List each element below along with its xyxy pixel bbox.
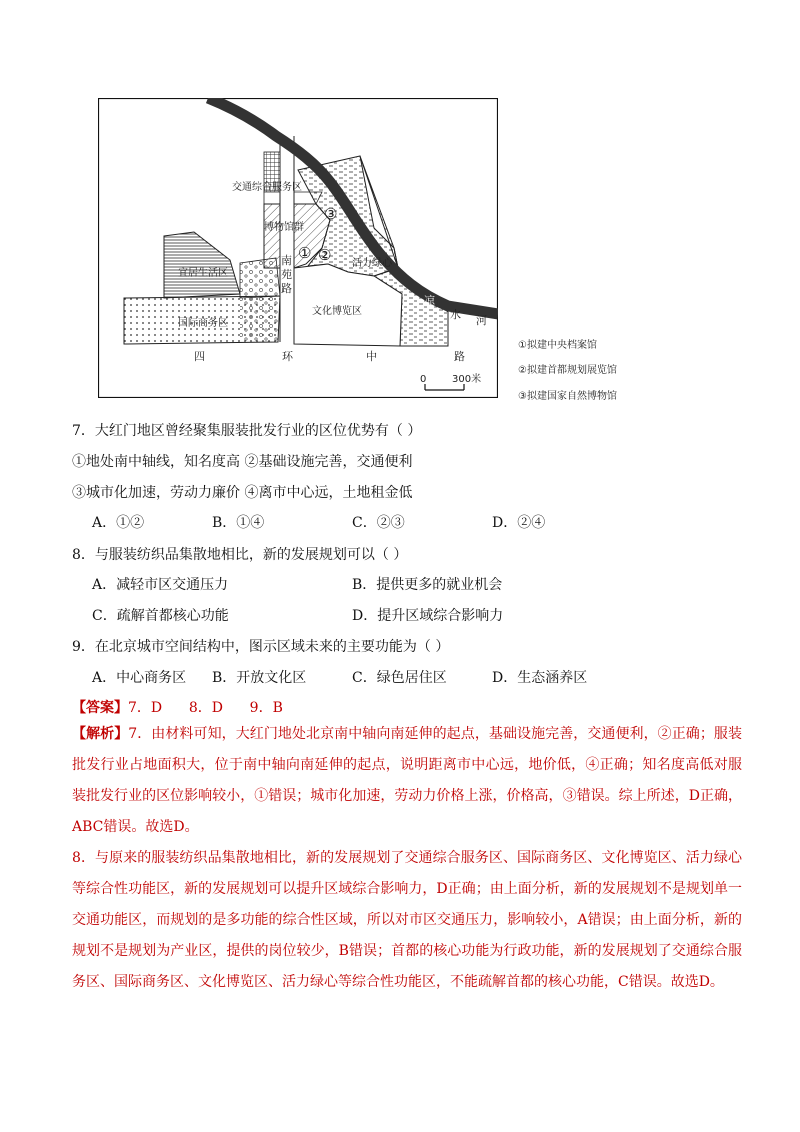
q9-option-d[interactable]: D．生态涵养区 <box>492 670 588 686</box>
q8-option-b[interactable]: B．提供更多的就业机会 <box>352 577 503 593</box>
green-heart-label: 活力绿心 <box>352 258 392 269</box>
road-label-nan: 南 <box>281 254 292 267</box>
ring-label-zhong: 中 <box>366 350 377 363</box>
museum-label: 博物馆群 <box>264 222 304 233</box>
q8-option-d[interactable]: D．提升区域综合影响力 <box>352 608 504 624</box>
marker-3: ③ <box>324 205 338 223</box>
answer-text: 7．D 8．D 9．B <box>128 700 283 716</box>
transport-label: 交通综合服务区 <box>232 182 302 193</box>
q7-stem: 7．大红门地区曾经聚集服装批发行业的区位优势有（ ） <box>72 423 422 439</box>
planning-map <box>98 98 498 398</box>
legend-item-3: ③拟建国家自然博物馆 <box>518 391 617 402</box>
q7-line2: ③城市化加速，劳动力廉价 ④离市中心远，土地租金低 <box>72 485 413 501</box>
road-label-lu: 路 <box>281 282 292 295</box>
legend-item-2: ②拟建首都规划展览馆 <box>518 365 617 376</box>
river-label-shui: 水 <box>450 308 461 321</box>
planning-map-svg <box>98 98 498 398</box>
q9-option-b[interactable]: B．开放文化区 <box>212 670 307 686</box>
marker-1: ① <box>298 244 312 262</box>
q8-option-a[interactable]: A．减轻市区交通压力 <box>92 577 229 593</box>
residential-label: 宜居生活区 <box>178 268 228 279</box>
business-circle-part <box>240 296 280 342</box>
analysis-8: 8．与原来的服装纺织品集散地相比，新的发展规划了交通综合服务区、国际商务区、文化博览区、活力绿心等综合性功能区，新的发展规划可以提升区域综合影响力，D正确；由上面分析，新的发展规划不是规划单一交通功能区，而规划的是多功能的综合性区域，所以对市区交通压力，影响较小，A错误；由上面分析，新的规划不是规划为产业区，提供的岗位较少，B错误；首都的核心功能为行政功能，新的发展规划了交通综合服务区、国际商务区、文化博览区、活力绿心等综合性功能区，不能疏解首都的核心功能，C错误。故选D。 <box>72 850 742 990</box>
answer-tag: 【答案】 <box>72 700 128 716</box>
road-label-yuan: 苑 <box>281 268 292 281</box>
ring-label-si: 四 <box>194 350 205 363</box>
q9-option-a[interactable]: A．中心商务区 <box>92 670 187 686</box>
q7-option-a[interactable]: A．①② <box>92 515 145 531</box>
q7-option-b[interactable]: B．①④ <box>212 515 265 531</box>
analysis-tag: 【解析】 <box>72 726 129 742</box>
analysis-7-text: 7．由材料可知，大红门地处北京南中轴向南延伸的起点，基础设施完善，交通便利，②正确；服装批发行业占地面积大，位于南中轴向南延伸的起点，说明距离市中心远，地价低，④正确；知名度高低对服装批发行业的区位影响较小，①错误；城市化加速，劳动力价格上涨，价格高，③错误。综上所述，D正确，ABC错误。故选D。 <box>72 726 743 835</box>
q7-option-c[interactable]: C．②③ <box>352 515 405 531</box>
legend-item-1: ①拟建中央档案馆 <box>518 340 597 351</box>
scale-length: 300米 <box>452 374 482 385</box>
q9-option-c[interactable]: C．绿色居住区 <box>352 670 447 686</box>
q8-stem: 8．与服装纺织品集散地相比，新的发展规划可以（ ） <box>72 547 408 563</box>
river-label-liang: 凉 <box>424 294 435 307</box>
q7-option-d[interactable]: D．②④ <box>492 515 546 531</box>
nanyuan-road <box>280 136 294 342</box>
business-label: 国际商务区 <box>178 318 228 329</box>
scale-zero: 0 <box>420 374 427 385</box>
ring-label-lu: 路 <box>454 350 465 363</box>
analysis-7 <box>72 719 742 843</box>
q7-line1: ①地处南中轴线，知名度高 ②基础设施完善，交通便利 <box>72 454 413 470</box>
river-label-he: 河 <box>476 314 487 327</box>
marker-2: ② <box>318 246 332 264</box>
culture-expo-label: 文化博览区 <box>312 306 362 317</box>
answer-line <box>72 698 283 718</box>
ring-label-huan: 环 <box>282 350 293 363</box>
q9-stem: 9．在北京城市空间结构中，图示区域未来的主要功能为（ ） <box>72 639 450 655</box>
q8-option-c[interactable]: C．疏解首都核心功能 <box>92 608 229 624</box>
